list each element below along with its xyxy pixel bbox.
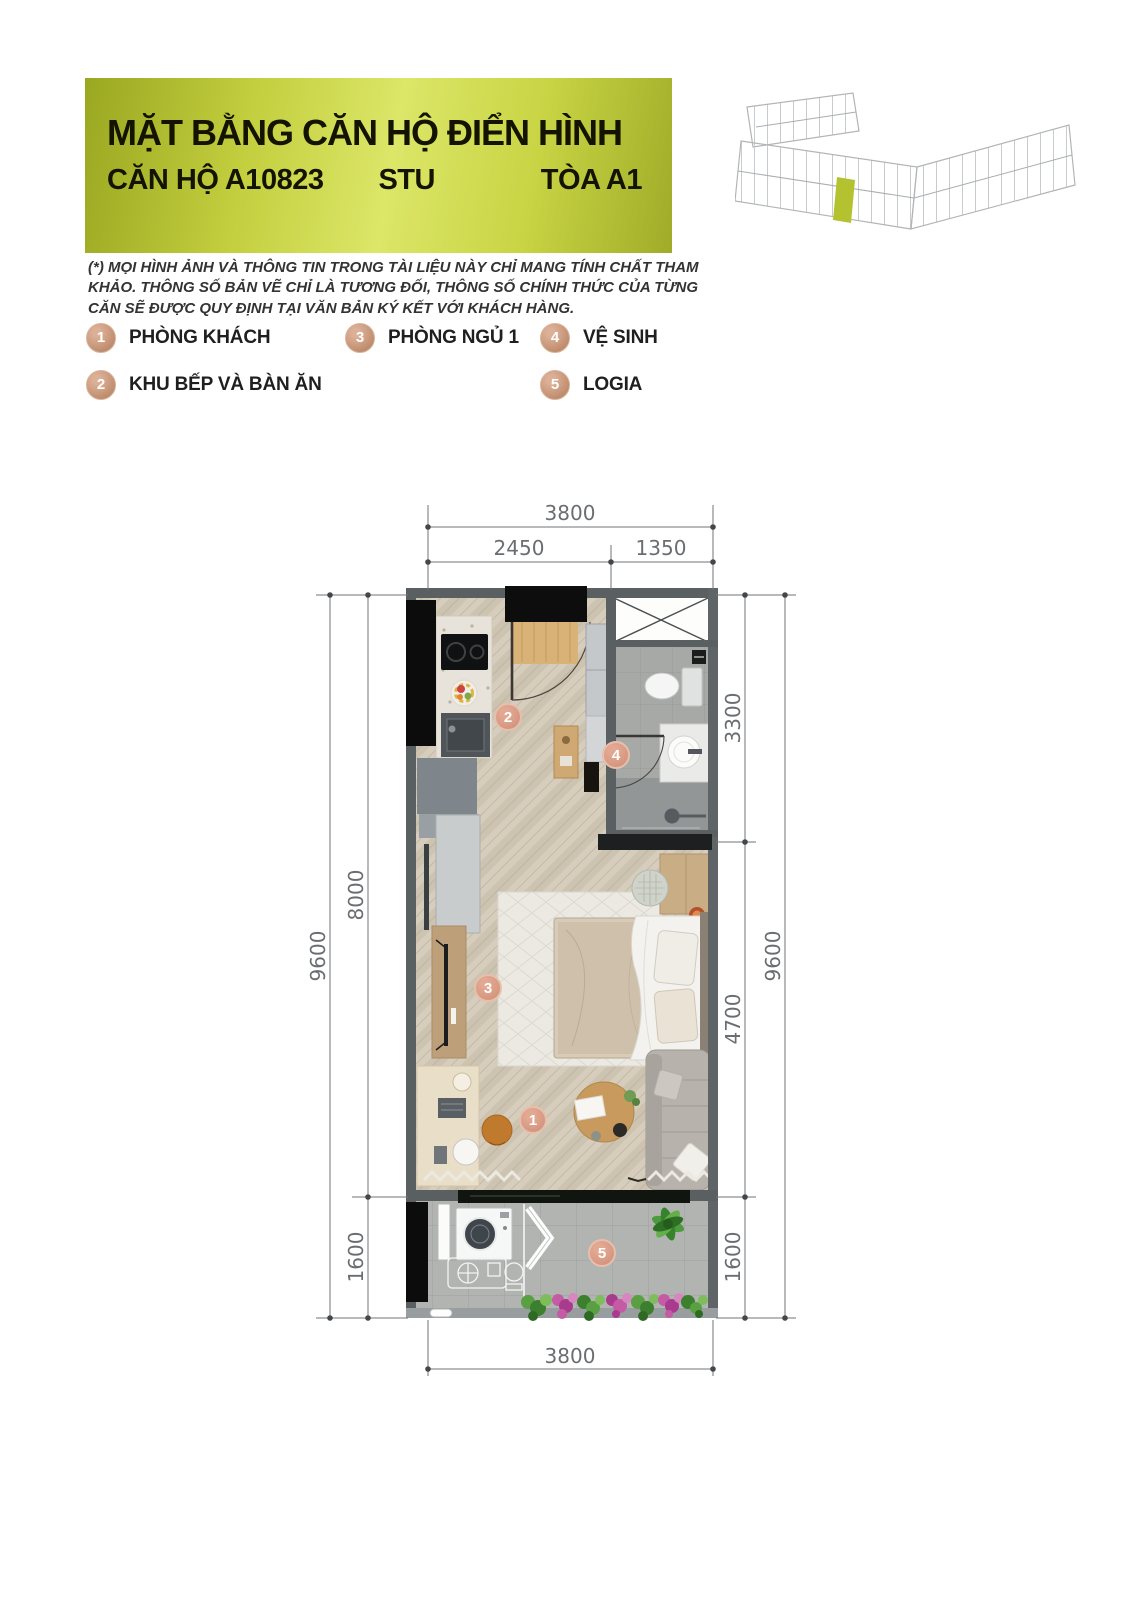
legend-marker-icon: 2 bbox=[86, 370, 116, 400]
dim-right-upper: 3300 bbox=[721, 692, 745, 744]
tv-console bbox=[432, 926, 466, 1058]
dim-top-total: 3800 bbox=[544, 501, 596, 525]
desk-chair bbox=[453, 1139, 479, 1165]
laptop bbox=[438, 1098, 466, 1118]
legend-item-ve-sinh bbox=[540, 323, 658, 353]
disclaimer-text: (*) MỌI HÌNH ẢNH VÀ THÔNG TIN TRONG TÀI LIỆU NÀY CHỈ MANG TÍNH CHẤT THAM KHẢO. THÔNG SỐ BẢN VẼ CHỈ LÀ TƯƠNG ĐỐI, THÔNG SỐ CHÍNH THỨC CỦA TỪNG CĂN SẼ ĐƯỢC QUY ĐỊNH TẠI VĂN BẢN KÝ KẾT VỚI KHÁCH HÀNG. bbox=[88, 259, 699, 317]
dim-right-total: 9600 bbox=[761, 930, 785, 982]
console-table bbox=[554, 726, 578, 778]
legend-marker-icon: 5 bbox=[540, 370, 570, 400]
legend-marker-icon: 3 bbox=[345, 323, 375, 353]
tower-label: TÒA A1 bbox=[540, 164, 642, 196]
legend-item-phong-ngu-1 bbox=[345, 323, 540, 353]
room-marker-3: 3 bbox=[474, 974, 502, 1002]
dim-left-upper: 8000 bbox=[344, 869, 368, 921]
legend-label: VỆ SINH bbox=[583, 326, 658, 348]
unit-code: CĂN HỘ A10823 bbox=[107, 164, 324, 196]
dim-right-lower: 1600 bbox=[721, 1231, 745, 1283]
cabinet bbox=[436, 815, 480, 933]
legend-label: PHÒNG NGỦ 1 bbox=[388, 326, 519, 348]
dim-bottom-total: 3800 bbox=[544, 1344, 596, 1368]
room-marker-2: 2 bbox=[494, 703, 522, 731]
room-marker-5: 5 bbox=[588, 1239, 616, 1267]
dim-top-right: 1350 bbox=[635, 536, 687, 560]
stool bbox=[482, 1115, 512, 1145]
dim-left-lower: 1600 bbox=[344, 1231, 368, 1283]
header-banner bbox=[85, 78, 672, 253]
building-key-plan bbox=[735, 85, 1080, 255]
room-marker-4: 4 bbox=[602, 741, 630, 769]
room-marker-1: 1 bbox=[519, 1106, 547, 1134]
legend-item-logia bbox=[540, 370, 658, 400]
dim-left-total: 9600 bbox=[306, 930, 330, 982]
pillow bbox=[653, 930, 698, 986]
keyplan-wings bbox=[735, 93, 1075, 229]
dim-top-left: 2450 bbox=[493, 536, 545, 560]
unit-info-line bbox=[107, 164, 650, 197]
legend-label: LOGIA bbox=[583, 373, 643, 395]
legend-item-phong-khach bbox=[86, 323, 345, 353]
page-title: MẶT BẰNG CĂN HỘ ĐIỂN HÌNH bbox=[107, 112, 622, 153]
toilet bbox=[645, 673, 679, 699]
unit-type: STU bbox=[378, 164, 435, 196]
pillow bbox=[654, 988, 698, 1043]
legend-item-khu-bep bbox=[86, 370, 540, 400]
legend-marker-icon: 4 bbox=[540, 323, 570, 353]
legend-label: PHÒNG KHÁCH bbox=[129, 326, 271, 348]
dim-right-middle: 4700 bbox=[721, 993, 745, 1045]
legend-label: KHU BẾP VÀ BÀN ĂN bbox=[129, 373, 322, 395]
legend bbox=[86, 314, 658, 408]
legend-marker-icon: 1 bbox=[86, 323, 116, 353]
